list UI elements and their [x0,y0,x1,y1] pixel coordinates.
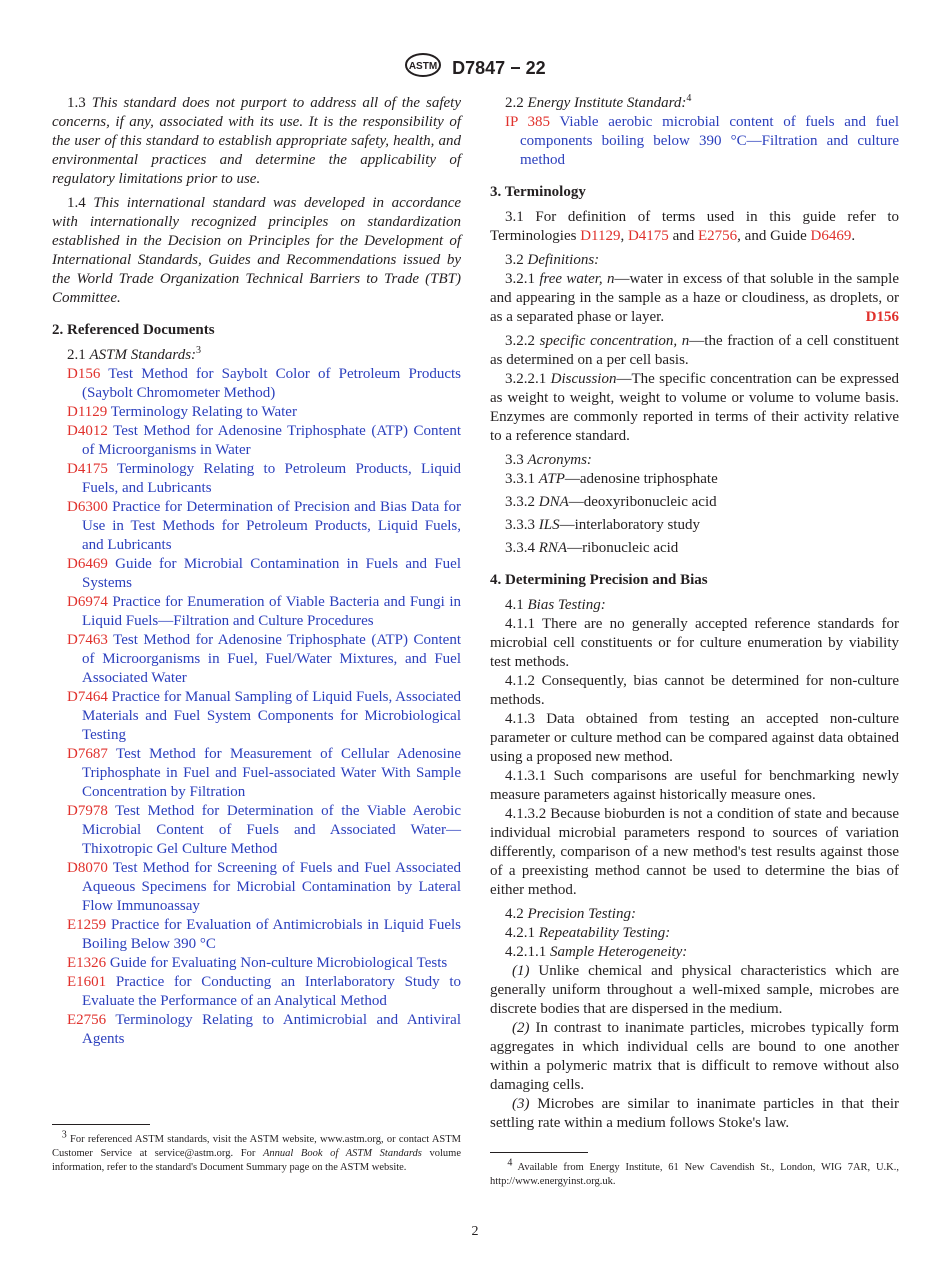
para-4-2-1-1: 4.2.1.1 Sample Heterogeneity: [505,944,688,960]
reference-item[interactable] [52,802,461,859]
para-4-1-3-2: 4.1.3.2 Because bioburden is not a condition of state and because individual microbial parameters respond to sources of variation differently, comparison of a new method's test results against those of a preexisting method cannot be used to determine the bias of either method. [490,806,899,898]
reference-code[interactable]: D8070 [67,860,108,876]
para-4-2: 4.2 Precision Testing: [505,906,636,922]
item-2: (2) In contrast to inanimate particles, microbes typically form aggregates in which individual cells are bound to one another within a polymeric matrix that is difficult to remove without also damaging cells. [490,1020,900,1093]
reference-code[interactable]: D7464 [67,689,108,705]
reference-title[interactable]: Test Method for Saybolt Color of Petroleum Products (Saybolt Chromometer Method) [82,366,461,401]
reference-title[interactable]: Test Method for Screening of Fuels and Fuel Associated Aqueous Specimens for Microbial Contamination by Lateral Flow Immunoassay [82,860,461,914]
reference-item[interactable] [52,859,461,916]
reference-code[interactable]: E1601 [67,974,107,990]
item-1: (1) Unlike chemical and physical characteristics which are generally uniform throughout a well-mixed sample, microbes are discrete bodies that are dispersed in the medium. [490,963,900,1017]
reference-code[interactable]: D7463 [67,632,108,648]
para-3-3: 3.3 Acronyms: [505,452,592,468]
ref-link-d156[interactable]: D156 [865,309,899,325]
para-3-1: 3.1 For definition of terms used in this guide refer to Terminologies D1129, D4175 and E2756, and Guide D6469. [490,209,899,244]
reference-title[interactable]: Practice for Enumeration of Viable Bacteria and Fungi in Liquid Fuels—Filtration and Culture Procedures [82,594,461,629]
para-4-1-3: 4.1.3 Data obtained from testing an accepted non-culture parameter or culture method can be compared against data obtained using a proposed new method. [490,711,899,765]
reference-title[interactable]: Test Method for Adenosine Triphosphate (ATP) Content of Microorganisms in Water [82,423,462,458]
document-id: D7847 − 22 [452,57,546,78]
reference-code[interactable]: D4175 [67,461,108,477]
reference-code[interactable]: D6974 [67,594,108,610]
reference-code[interactable]: E2756 [67,1012,107,1028]
page-header [0,52,950,84]
reference-item[interactable] [52,745,461,802]
reference-code[interactable]: E1259 [67,917,107,933]
reference-code[interactable]: D7978 [67,803,108,819]
reference-title[interactable]: Terminology Relating to Petroleum Products, Liquid Fuels, and Lubricants [82,461,461,496]
reference-code[interactable]: D1129 [67,404,108,420]
footnote-3: $^3$ For referenced ASTM standards, visit the ASTM website, www.astm.org, or contact ASTM Customer Service at service@astm.org. For Annual Book of ASTM Standards volume information, refer to the standard's Document Summary page on the ASTM website. [52,1129,462,1173]
reference-code[interactable]: D6300 [67,499,108,515]
reference-code[interactable]: E1326 [67,955,107,971]
reference-title[interactable]: Practice for Conducting an Interlaboratory Study to Evaluate the Performance of an Analytical Method [82,974,461,1009]
ref-ip385[interactable]: IP 385 Viable aerobic microbial content of fuels and fuel components boiling below 390 °C—Filtration and culture method [505,114,900,168]
reference-item[interactable] [52,973,461,1011]
left-column [52,94,461,1049]
section-4-heading: 4. Determining Precision and Bias [490,572,708,588]
para-1-4: 1.4 This international standard was developed in accordance with internationally recognized principles on standardization established in the Decision on Principles for the Development of International Standards, Guides and Recommendations issued by the World Trade Organization Technical Barriers to Trade (TBT) Committee. [52,195,462,306]
reference-item[interactable] [52,422,461,460]
para-1-3: 1.3 This standard does not purport to address all of the safety concerns, if any, associated with its use. It is the responsibility of the user of this standard to establish appropriate safety, health, and environmental practices and determine the applicability of regulatory limitations prior to use. [52,95,462,187]
reference-item[interactable] [52,498,461,555]
para-4-1-2: 4.1.2 Consequently, bias cannot be determined for non-culture methods. [490,673,899,708]
reference-title[interactable]: Test Method for Measurement of Cellular Adenosine Triphosphate in Fuel and Fuel-associated Water With Sample Concentration by Filtration [82,746,461,800]
ref-link-d1129[interactable]: D1129 [580,228,621,244]
reference-item[interactable] [52,954,461,973]
ref-link-e2756[interactable]: E2756 [697,228,738,244]
reference-item[interactable] [52,688,461,745]
reference-code[interactable]: D156 [67,366,101,382]
reference-item[interactable] [52,593,461,631]
reference-code[interactable]: D4012 [67,423,108,439]
reference-item[interactable] [52,555,461,593]
reference-item[interactable] [52,403,461,422]
reference-title[interactable]: Practice for Evaluation of Antimicrobials in Liquid Fuels Boiling Below 390 °C [82,917,461,952]
item-3: (3) Microbes are similar to inanimate particles in that their settling rate within a medium follows Stoke's law. [490,1096,899,1131]
acronym-item: 3.3.1 ATP—adenosine triphosphate [505,471,718,487]
reference-item[interactable] [52,1011,461,1049]
reference-code[interactable]: D7687 [67,746,108,762]
right-column [490,94,899,1133]
reference-item[interactable] [52,460,461,498]
para-3-2: 3.2 Definitions: [505,252,600,268]
reference-title[interactable]: Terminology Relating to Water [110,404,297,420]
para-3-2-1: 3.2.1 free water, n—water in excess of that soluble in the sample and appearing in the sample as a haze or cloudiness, as droplets, or as a separated phase or layer. D156 [490,271,899,325]
ref-link-d4175[interactable]: D4175 [627,228,669,244]
section-2-heading: 2. Referenced Documents [52,322,215,338]
acronym-list [490,470,899,558]
page-number: 2 [471,1224,479,1239]
para-3-2-2-1: 3.2.2.1 Discussion—The specific concentration can be expressed as weight to weight, weight to volume or volume to volume basis. Enzymes are commonly reported in terms of their activity relative to a reference standard. [490,371,899,444]
para-4-2-1: 4.2.1 Repeatability Testing: [505,925,671,941]
astm-logo-icon [404,52,442,84]
reference-item[interactable] [52,631,461,688]
para-2-2: 2.2 Energy Institute Standard:$^4$ [505,93,692,111]
footnote-4: $^4$ Available from Energy Institute, 61 New Cavendish St., London, WIG 7AR, U.K., http://www.energyinst.org.uk. [490,1157,899,1187]
svg-text:ASTM: ASTM [409,61,438,72]
reference-code[interactable]: D6469 [67,556,108,572]
ref-link-d6469[interactable]: D6469 [810,228,852,244]
reference-title[interactable]: Practice for Determination of Precision and Bias Data for Use in Test Methods for Petroleum Products, Liquid Fuels, and Lubricants [82,499,462,553]
reference-title[interactable]: Guide for Microbial Contamination in Fuels and Fuel Systems [82,556,461,591]
para-4-1-1: 4.1.1 There are no generally accepted reference standards for microbial cell constituents or for culture enumeration by viability test methods. [490,616,899,670]
reference-item[interactable] [52,365,461,403]
para-3-2-2: 3.2.2 specific concentration, n—the fraction of a cell constituent as determined on a per cell basis. [490,333,900,368]
para-4-1-3-1: 4.1.3.1 Such comparisons are useful for benchmarking newly measure parameters against historically measure ones. [490,768,899,803]
footnote-rule-right [490,1152,588,1153]
reference-title[interactable]: Guide for Evaluating Non-culture Microbiological Tests [109,955,448,971]
footnote-rule-left [52,1124,150,1125]
reference-item[interactable] [52,916,461,954]
para-2-1: 2.1 ASTM Standards:$^3$ [67,345,202,363]
reference-title[interactable]: Test Method for Determination of the Viable Aerobic Microbial Content of Fuels and Associated Water—Thixotropic Gel Culture Method [82,803,461,857]
astm-reference-list [52,365,461,1049]
reference-title[interactable]: Test Method for Adenosine Triphosphate (ATP) Content of Microorganisms in Fuel, Fuel/Water Mixtures, and Fuel Associated Water [82,632,462,686]
acronym-item: 3.3.3 ILS—interlaboratory study [505,517,700,533]
reference-title[interactable]: Terminology Relating to Antimicrobial and Antiviral Agents [82,1012,461,1047]
acronym-item: 3.3.4 RNA—ribonucleic acid [505,540,679,556]
acronym-item: 3.3.2 DNA—deoxyribonucleic acid [505,494,717,510]
section-3-heading: 3. Terminology [490,184,586,200]
reference-title[interactable]: Practice for Manual Sampling of Liquid Fuels, Associated Materials and Fuel System Components for Microbiological Testing [82,689,462,743]
para-4-1: 4.1 Bias Testing: [505,597,606,613]
